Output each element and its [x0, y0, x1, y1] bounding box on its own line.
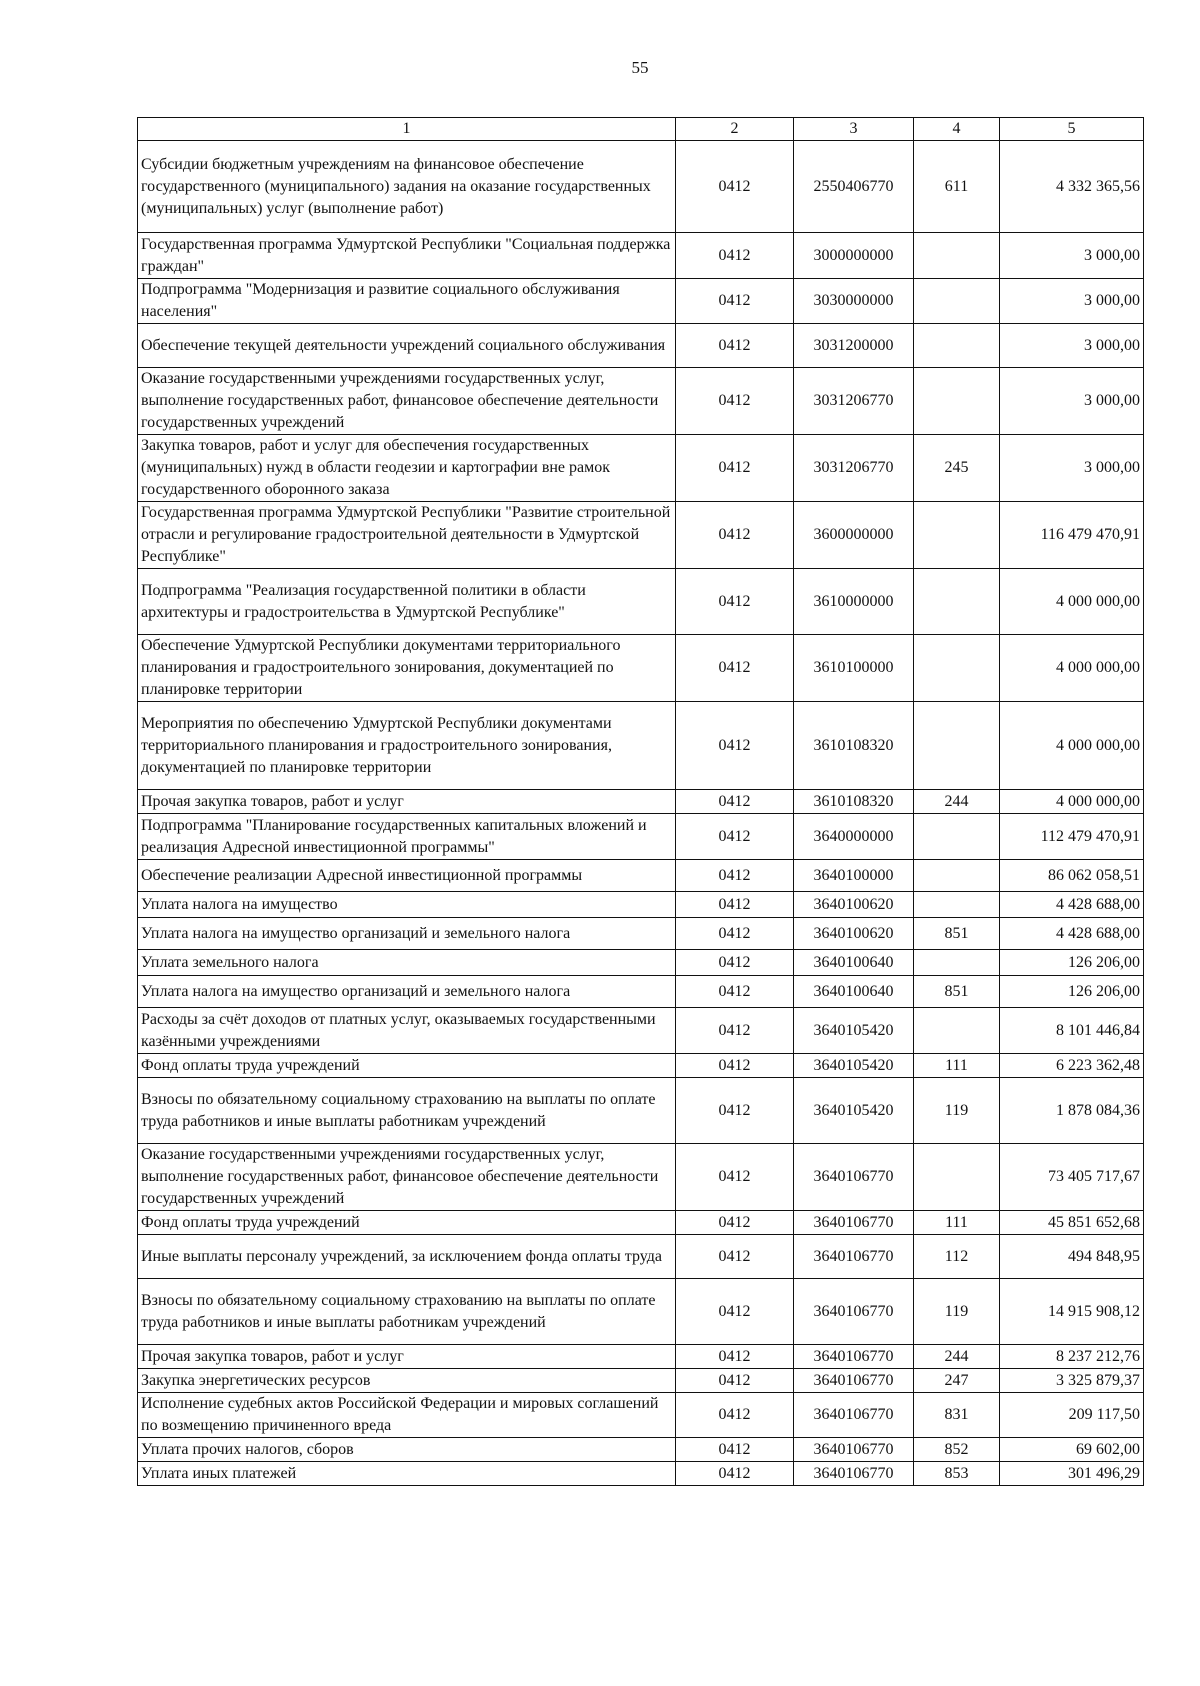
- row-amount: 8 237 212,76: [1000, 1345, 1144, 1369]
- row-name: Уплата прочих налогов, сборов: [138, 1438, 676, 1462]
- table-row: [138, 141, 1144, 233]
- table-row: [138, 1008, 1144, 1054]
- row-expense-type: [914, 1008, 1000, 1054]
- table-row: [138, 368, 1144, 435]
- row-section-code: 0412: [676, 233, 794, 279]
- row-section-code: 0412: [676, 1144, 794, 1211]
- table-row: [138, 569, 1144, 635]
- row-section-code: 0412: [676, 141, 794, 233]
- row-expense-type: 112: [914, 1235, 1000, 1279]
- row-name: Уплата налога на имущество организаций и земельного налога: [138, 976, 676, 1008]
- row-target-code: 3031206770: [794, 368, 914, 435]
- row-section-code: 0412: [676, 918, 794, 950]
- table-row: [138, 435, 1144, 502]
- column-header: 1: [138, 118, 676, 141]
- row-expense-type: [914, 814, 1000, 860]
- row-target-code: 3640100000: [794, 860, 914, 892]
- row-name: Прочая закупка товаров, работ и услуг: [138, 1345, 676, 1369]
- row-expense-type: [914, 1144, 1000, 1211]
- row-expense-type: 247: [914, 1369, 1000, 1393]
- row-target-code: 3610108320: [794, 702, 914, 790]
- row-expense-type: [914, 860, 1000, 892]
- row-name: Исполнение судебных актов Российской Федерации и мировых соглашений по возмещению причиненного вреда: [138, 1393, 676, 1438]
- table-row: [138, 1369, 1144, 1393]
- row-expense-type: 245: [914, 435, 1000, 502]
- row-name: Уплата налога на имущество: [138, 892, 676, 918]
- row-name: Уплата земельного налога: [138, 950, 676, 976]
- row-amount: 69 602,00: [1000, 1438, 1144, 1462]
- row-amount: 4 332 365,56: [1000, 141, 1144, 233]
- row-target-code: 3610108320: [794, 790, 914, 814]
- row-amount: 112 479 470,91: [1000, 814, 1144, 860]
- row-amount: 4 428 688,00: [1000, 892, 1144, 918]
- row-name: Оказание государственными учреждениями государственных услуг, выполнение государственных работ, финансовое обеспечение деятельности государственных учреждений: [138, 1144, 676, 1211]
- row-section-code: 0412: [676, 324, 794, 368]
- row-target-code: 3640106770: [794, 1345, 914, 1369]
- table-row: [138, 892, 1144, 918]
- column-header: 2: [676, 118, 794, 141]
- row-name: Оказание государственными учреждениями государственных услуг, выполнение государственных работ, финансовое обеспечение деятельности государственных учреждений: [138, 368, 676, 435]
- row-target-code: 2550406770: [794, 141, 914, 233]
- table-row: [138, 1438, 1144, 1462]
- row-amount: 3 000,00: [1000, 279, 1144, 324]
- row-expense-type: 119: [914, 1078, 1000, 1144]
- row-name: Субсидии бюджетным учреждениям на финансовое обеспечение государственного (муниципального) задания на оказание государственных (муниципальных) услуг (выполнение работ): [138, 141, 676, 233]
- row-amount: 116 479 470,91: [1000, 502, 1144, 569]
- row-expense-type: 244: [914, 790, 1000, 814]
- table-row: [138, 976, 1144, 1008]
- table-row: [138, 790, 1144, 814]
- table-row: [138, 233, 1144, 279]
- row-section-code: 0412: [676, 435, 794, 502]
- row-expense-type: [914, 892, 1000, 918]
- row-amount: 6 223 362,48: [1000, 1054, 1144, 1078]
- row-target-code: 3610000000: [794, 569, 914, 635]
- table-row: [138, 324, 1144, 368]
- table-row: [138, 1279, 1144, 1345]
- row-amount: 4 000 000,00: [1000, 569, 1144, 635]
- row-name: Подпрограмма "Планирование государственных капитальных вложений и реализация Адресной инвестиционной программы": [138, 814, 676, 860]
- row-section-code: 0412: [676, 892, 794, 918]
- row-name: Закупка товаров, работ и услуг для обеспечения государственных (муниципальных) нужд в области геодезии и картографии вне рамок государственного оборонного заказа: [138, 435, 676, 502]
- row-expense-type: [914, 368, 1000, 435]
- row-amount: 3 000,00: [1000, 435, 1144, 502]
- row-section-code: 0412: [676, 1369, 794, 1393]
- table-row: [138, 1345, 1144, 1369]
- row-section-code: 0412: [676, 368, 794, 435]
- column-header: 3: [794, 118, 914, 141]
- row-expense-type: 851: [914, 918, 1000, 950]
- table-row: [138, 950, 1144, 976]
- row-name: Подпрограмма "Модернизация и развитие социального обслуживания населения": [138, 279, 676, 324]
- row-amount: 86 062 058,51: [1000, 860, 1144, 892]
- row-amount: 1 878 084,36: [1000, 1078, 1144, 1144]
- column-header: 5: [1000, 118, 1144, 141]
- row-name: Фонд оплаты труда учреждений: [138, 1211, 676, 1235]
- row-section-code: 0412: [676, 860, 794, 892]
- row-amount: 4 000 000,00: [1000, 702, 1144, 790]
- row-name: Прочая закупка товаров, работ и услуг: [138, 790, 676, 814]
- row-name: Фонд оплаты труда учреждений: [138, 1054, 676, 1078]
- row-section-code: 0412: [676, 814, 794, 860]
- page-number: 55: [631, 58, 649, 77]
- row-target-code: 3610100000: [794, 635, 914, 702]
- row-expense-type: 611: [914, 141, 1000, 233]
- table-row: [138, 1462, 1144, 1486]
- row-amount: 73 405 717,67: [1000, 1144, 1144, 1211]
- row-name: Иные выплаты персоналу учреждений, за исключением фонда оплаты труда: [138, 1235, 676, 1279]
- row-section-code: 0412: [676, 279, 794, 324]
- row-name: Обеспечение реализации Адресной инвестиционной программы: [138, 860, 676, 892]
- row-expense-type: [914, 233, 1000, 279]
- row-expense-type: 853: [914, 1462, 1000, 1486]
- row-section-code: 0412: [676, 950, 794, 976]
- table-row: [138, 918, 1144, 950]
- row-amount: 126 206,00: [1000, 950, 1144, 976]
- row-amount: 4 000 000,00: [1000, 635, 1144, 702]
- row-target-code: 3640100640: [794, 976, 914, 1008]
- row-target-code: 3031206770: [794, 435, 914, 502]
- row-target-code: 3640106770: [794, 1462, 914, 1486]
- row-target-code: 3640106770: [794, 1235, 914, 1279]
- row-target-code: 3000000000: [794, 233, 914, 279]
- table-row: [138, 702, 1144, 790]
- row-target-code: 3640106770: [794, 1279, 914, 1345]
- table-row: [138, 1078, 1144, 1144]
- row-expense-type: [914, 702, 1000, 790]
- row-target-code: 3640106770: [794, 1393, 914, 1438]
- row-section-code: 0412: [676, 1211, 794, 1235]
- row-section-code: 0412: [676, 1078, 794, 1144]
- row-section-code: 0412: [676, 1054, 794, 1078]
- row-expense-type: 244: [914, 1345, 1000, 1369]
- table-row: [138, 814, 1144, 860]
- row-target-code: 3640106770: [794, 1438, 914, 1462]
- row-expense-type: [914, 279, 1000, 324]
- table-row: [138, 502, 1144, 569]
- row-section-code: 0412: [676, 702, 794, 790]
- budget-table: [137, 117, 1144, 1486]
- row-expense-type: 851: [914, 976, 1000, 1008]
- row-section-code: 0412: [676, 1345, 794, 1369]
- row-expense-type: 831: [914, 1393, 1000, 1438]
- row-name: Государственная программа Удмуртской Республики "Социальная поддержка граждан": [138, 233, 676, 279]
- table-row: [138, 1054, 1144, 1078]
- table-row: [138, 860, 1144, 892]
- row-section-code: 0412: [676, 1235, 794, 1279]
- row-expense-type: [914, 324, 1000, 368]
- row-section-code: 0412: [676, 1279, 794, 1345]
- row-section-code: 0412: [676, 1462, 794, 1486]
- row-name: Расходы за счёт доходов от платных услуг, оказываемых государственными казёнными учреждениями: [138, 1008, 676, 1054]
- row-name: Обеспечение Удмуртской Республики документами территориального планирования и градостроительного зонирования, документацией по планировке территории: [138, 635, 676, 702]
- row-name: Уплата налога на имущество организаций и земельного налога: [138, 918, 676, 950]
- table-row: [138, 1144, 1144, 1211]
- row-amount: 8 101 446,84: [1000, 1008, 1144, 1054]
- row-name: Подпрограмма "Реализация государственной политики в области архитектуры и градостроительства в Удмуртской Республике": [138, 569, 676, 635]
- row-expense-type: [914, 569, 1000, 635]
- row-amount: 3 000,00: [1000, 368, 1144, 435]
- row-target-code: 3640100640: [794, 950, 914, 976]
- row-target-code: 3031200000: [794, 324, 914, 368]
- row-expense-type: [914, 502, 1000, 569]
- row-target-code: 3640105420: [794, 1054, 914, 1078]
- row-expense-type: 111: [914, 1054, 1000, 1078]
- row-amount: 3 000,00: [1000, 324, 1144, 368]
- row-amount: 45 851 652,68: [1000, 1211, 1144, 1235]
- table-row: [138, 1235, 1144, 1279]
- column-header: 4: [914, 118, 1000, 141]
- table-row: [138, 1211, 1144, 1235]
- row-name: Государственная программа Удмуртской Республики "Развитие строительной отрасли и регулирование градостроительной деятельности в Удмуртской Республике": [138, 502, 676, 569]
- row-target-code: 3640106770: [794, 1144, 914, 1211]
- table-header-row: [138, 118, 1144, 141]
- row-expense-type: 119: [914, 1279, 1000, 1345]
- row-expense-type: [914, 635, 1000, 702]
- row-name: Уплата иных платежей: [138, 1462, 676, 1486]
- row-amount: 126 206,00: [1000, 976, 1144, 1008]
- row-section-code: 0412: [676, 502, 794, 569]
- row-name: Мероприятия по обеспечению Удмуртской Республики документами территориального планирования и градостроительного зонирования, документацией по планировке территории: [138, 702, 676, 790]
- row-section-code: 0412: [676, 569, 794, 635]
- row-amount: 494 848,95: [1000, 1235, 1144, 1279]
- row-name: Обеспечение текущей деятельности учреждений социального обслуживания: [138, 324, 676, 368]
- row-section-code: 0412: [676, 1393, 794, 1438]
- row-amount: 4 428 688,00: [1000, 918, 1144, 950]
- row-target-code: 3640105420: [794, 1008, 914, 1054]
- row-target-code: 3640105420: [794, 1078, 914, 1144]
- row-expense-type: [914, 950, 1000, 976]
- row-amount: 14 915 908,12: [1000, 1279, 1144, 1345]
- row-amount: 3 000,00: [1000, 233, 1144, 279]
- row-amount: 4 000 000,00: [1000, 790, 1144, 814]
- row-amount: 209 117,50: [1000, 1393, 1144, 1438]
- row-target-code: 3600000000: [794, 502, 914, 569]
- row-expense-type: 852: [914, 1438, 1000, 1462]
- row-name: Взносы по обязательному социальному страхованию на выплаты по оплате труда работников и иные выплаты работникам учреждений: [138, 1279, 676, 1345]
- row-name: Закупка энергетических ресурсов: [138, 1369, 676, 1393]
- row-section-code: 0412: [676, 976, 794, 1008]
- table-row: [138, 635, 1144, 702]
- table-row: [138, 279, 1144, 324]
- row-name: Взносы по обязательному социальному страхованию на выплаты по оплате труда работников и иные выплаты работникам учреждений: [138, 1078, 676, 1144]
- row-target-code: 3640100620: [794, 918, 914, 950]
- row-section-code: 0412: [676, 790, 794, 814]
- row-amount: 301 496,29: [1000, 1462, 1144, 1486]
- row-section-code: 0412: [676, 1438, 794, 1462]
- table-row: [138, 1393, 1144, 1438]
- row-target-code: 3640106770: [794, 1369, 914, 1393]
- row-target-code: 3640106770: [794, 1211, 914, 1235]
- row-target-code: 3640100620: [794, 892, 914, 918]
- row-section-code: 0412: [676, 635, 794, 702]
- row-expense-type: 111: [914, 1211, 1000, 1235]
- row-target-code: 3030000000: [794, 279, 914, 324]
- row-amount: 3 325 879,37: [1000, 1369, 1144, 1393]
- row-section-code: 0412: [676, 1008, 794, 1054]
- row-target-code: 3640000000: [794, 814, 914, 860]
